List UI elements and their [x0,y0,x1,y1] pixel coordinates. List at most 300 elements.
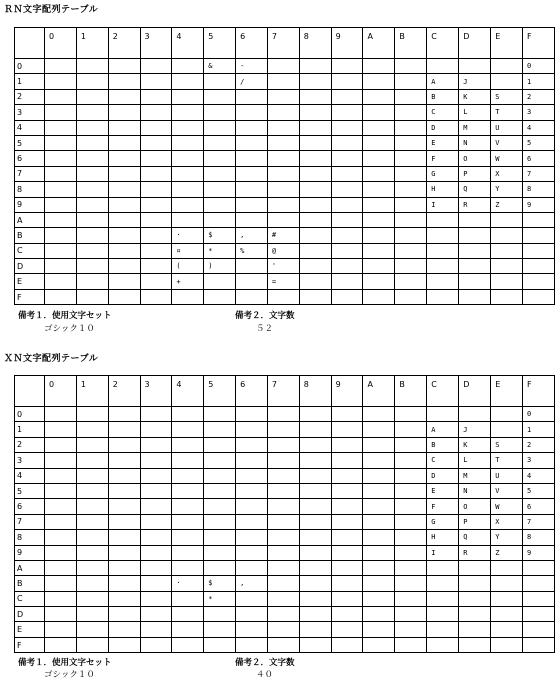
table-row [15,89,555,104]
char-cell [204,422,236,437]
column-header: D [459,376,491,407]
char-cell [76,607,108,622]
table-row [15,453,555,468]
char-cell [267,59,299,74]
row-header: 8 [15,530,45,545]
char-cell [204,545,236,560]
char-cell [395,591,427,606]
char-cell [363,151,395,166]
char-cell [491,59,523,74]
table-row [15,622,555,637]
char-cell [363,197,395,212]
column-header: 5 [204,28,236,59]
row-header: 3 [15,453,45,468]
char-cell [363,622,395,637]
char-cell [140,468,172,483]
char-cell: E [427,135,459,150]
char-cell [140,622,172,637]
char-cell [267,468,299,483]
char-cell [331,228,363,243]
char-cell [172,197,204,212]
char-cell: B [427,437,459,452]
char-cell [459,59,491,74]
char-cell: 4 [523,468,555,483]
char-cell [108,591,140,606]
char-cell [267,560,299,575]
char-cell [395,468,427,483]
char-cell [363,407,395,422]
char-cell: / [236,74,268,89]
char-cell [267,89,299,104]
table-row [15,637,555,652]
char-cell: · [172,228,204,243]
column-header: C [427,376,459,407]
char-cell: W [491,499,523,514]
char-cell [427,228,459,243]
rn-note1-value: ゴシック１０ [44,324,95,334]
row-header: 9 [15,197,45,212]
char-cell [299,243,331,258]
char-cell [491,622,523,637]
char-cell: N [459,483,491,498]
char-cell [172,289,204,304]
char-cell [395,560,427,575]
row-header: 0 [15,59,45,74]
rn-note2-label: 備考２．文字数 [235,311,295,321]
char-cell [395,74,427,89]
char-cell: V [491,135,523,150]
char-cell [108,135,140,150]
char-cell [491,607,523,622]
table-row [15,560,555,575]
char-cell [140,545,172,560]
column-header: F [523,376,555,407]
char-cell [172,151,204,166]
char-cell [45,530,77,545]
table-row [15,468,555,483]
char-cell [236,166,268,181]
char-cell [299,483,331,498]
char-cell [204,530,236,545]
char-cell: S [491,89,523,104]
char-cell: 8 [523,530,555,545]
char-cell [76,274,108,289]
char-cell [45,182,77,197]
column-header: E [491,28,523,59]
char-cell [427,576,459,591]
char-cell [172,89,204,104]
char-cell [331,212,363,227]
char-cell [108,243,140,258]
char-cell [491,637,523,652]
char-cell [523,289,555,304]
char-cell [204,289,236,304]
column-header: C [427,28,459,59]
table-row [15,259,555,274]
char-cell [45,407,77,422]
char-cell [236,182,268,197]
char-cell: I [427,545,459,560]
char-cell [172,74,204,89]
column-header: 1 [76,28,108,59]
char-cell [523,259,555,274]
char-cell [427,560,459,575]
char-cell: U [491,468,523,483]
char-cell [491,560,523,575]
char-cell [267,576,299,591]
char-cell [491,407,523,422]
char-cell [45,545,77,560]
row-header: 5 [15,135,45,150]
char-cell [172,545,204,560]
char-cell [76,560,108,575]
char-cell [267,422,299,437]
char-cell [76,576,108,591]
char-cell [299,105,331,120]
char-cell [236,514,268,529]
char-cell [172,407,204,422]
char-cell [172,483,204,498]
char-cell: · [172,576,204,591]
char-cell [140,274,172,289]
char-cell [108,530,140,545]
char-cell: G [427,514,459,529]
char-cell [76,289,108,304]
char-cell [140,197,172,212]
char-cell [204,499,236,514]
char-cell [331,259,363,274]
char-cell: V [491,483,523,498]
row-header: B [15,228,45,243]
char-cell [236,560,268,575]
char-cell [523,591,555,606]
char-cell: 0 [523,407,555,422]
table-row [15,166,555,181]
char-cell [395,422,427,437]
char-cell [172,120,204,135]
char-cell: & [204,59,236,74]
char-cell [459,560,491,575]
char-cell [267,499,299,514]
char-cell [459,637,491,652]
char-cell [204,622,236,637]
char-cell [299,212,331,227]
char-cell [299,560,331,575]
char-cell: X [491,166,523,181]
char-cell [299,259,331,274]
char-cell [395,514,427,529]
char-cell [236,274,268,289]
char-cell [299,514,331,529]
char-cell [267,622,299,637]
char-cell [267,514,299,529]
char-cell [427,607,459,622]
char-cell [236,289,268,304]
char-cell [267,483,299,498]
column-header: 0 [45,28,77,59]
char-cell [459,259,491,274]
char-cell [523,212,555,227]
char-cell [140,483,172,498]
char-cell [204,274,236,289]
char-cell [363,499,395,514]
column-header: 7 [267,376,299,407]
char-cell [140,166,172,181]
char-cell [491,576,523,591]
char-cell [363,89,395,104]
char-cell [395,182,427,197]
column-header: 9 [331,28,363,59]
char-cell [299,622,331,637]
char-cell: G [427,166,459,181]
char-cell [363,135,395,150]
char-cell: $ [204,576,236,591]
row-header: A [15,560,45,575]
char-cell: E [427,483,459,498]
char-cell [299,135,331,150]
char-cell: M [459,120,491,135]
char-cell: ¤ [172,243,204,258]
row-header: A [15,212,45,227]
char-cell: C [427,453,459,468]
char-cell [140,105,172,120]
char-cell [140,514,172,529]
char-cell [140,74,172,89]
char-cell [108,166,140,181]
char-cell [108,228,140,243]
char-cell [395,259,427,274]
row-header: 1 [15,74,45,89]
char-cell [491,289,523,304]
row-header: E [15,622,45,637]
char-cell [76,622,108,637]
char-cell [363,243,395,258]
table-row [15,530,555,545]
table-row [15,274,555,289]
char-cell [331,499,363,514]
char-cell [76,212,108,227]
row-header: 1 [15,422,45,437]
char-cell [299,637,331,652]
char-cell [140,453,172,468]
char-cell: Z [491,197,523,212]
char-cell [427,637,459,652]
char-cell [395,197,427,212]
row-header: 7 [15,514,45,529]
char-cell [76,135,108,150]
column-header: 7 [267,28,299,59]
table-row [15,422,555,437]
char-cell [459,576,491,591]
char-cell: 4 [523,120,555,135]
char-cell [299,166,331,181]
rn-character-table [14,27,555,305]
column-header: 8 [299,28,331,59]
char-cell [427,243,459,258]
column-header: 1 [76,376,108,407]
char-cell: % [236,243,268,258]
char-cell [363,607,395,622]
char-cell [299,468,331,483]
char-cell [108,514,140,529]
char-cell [45,576,77,591]
char-cell [459,591,491,606]
char-cell: 8 [523,182,555,197]
char-cell: 3 [523,453,555,468]
char-cell: @ [267,243,299,258]
char-cell: R [459,545,491,560]
char-cell: 1 [523,422,555,437]
char-cell [204,437,236,452]
char-cell [236,151,268,166]
char-cell [140,437,172,452]
char-cell [108,74,140,89]
char-cell [45,453,77,468]
char-cell [76,105,108,120]
column-header: 0 [45,376,77,407]
char-cell: X [491,514,523,529]
char-cell [76,74,108,89]
char-cell [172,453,204,468]
char-cell [76,182,108,197]
corner-cell [15,28,45,59]
char-cell [76,468,108,483]
column-header: D [459,28,491,59]
char-cell [491,259,523,274]
char-cell [395,637,427,652]
char-cell [299,437,331,452]
table-row [15,105,555,120]
char-cell [45,607,77,622]
table-row [15,437,555,452]
row-header: C [15,591,45,606]
char-cell [331,151,363,166]
char-cell: ' [267,259,299,274]
char-cell [76,422,108,437]
char-cell [76,591,108,606]
char-cell [45,637,77,652]
char-cell [45,422,77,437]
table-row [15,591,555,606]
char-cell [299,89,331,104]
char-cell [267,289,299,304]
char-cell [363,560,395,575]
char-cell [236,607,268,622]
char-cell [140,228,172,243]
char-cell [491,243,523,258]
char-cell [523,560,555,575]
xn-character-table [14,375,555,653]
char-cell [299,545,331,560]
table-row [15,483,555,498]
char-cell [523,274,555,289]
char-cell [395,59,427,74]
table-row [15,182,555,197]
char-cell [204,453,236,468]
char-cell [236,453,268,468]
header-row [15,376,555,407]
char-cell [108,560,140,575]
char-cell [140,243,172,258]
char-cell [395,89,427,104]
column-header: 4 [172,28,204,59]
char-cell [459,243,491,258]
char-cell [299,151,331,166]
char-cell: L [459,105,491,120]
char-cell [459,607,491,622]
char-cell [395,407,427,422]
char-cell [45,560,77,575]
char-cell [395,228,427,243]
char-cell [459,212,491,227]
char-cell [45,228,77,243]
row-header: 2 [15,89,45,104]
char-cell [363,591,395,606]
char-cell [140,530,172,545]
table-row [15,499,555,514]
char-cell [236,259,268,274]
char-cell [236,483,268,498]
char-cell [204,135,236,150]
char-cell [140,89,172,104]
column-header: A [363,28,395,59]
row-header: D [15,259,45,274]
char-cell: ( [172,259,204,274]
char-cell [236,637,268,652]
char-cell [523,576,555,591]
char-cell [363,182,395,197]
row-header: 8 [15,182,45,197]
char-cell [331,514,363,529]
char-cell [204,514,236,529]
char-cell [76,499,108,514]
char-cell [491,74,523,89]
char-cell [267,151,299,166]
char-cell: , [236,228,268,243]
char-cell [76,151,108,166]
char-cell: M [459,468,491,483]
char-cell [108,120,140,135]
column-header: A [363,376,395,407]
char-cell [395,530,427,545]
char-cell: O [459,151,491,166]
char-cell [204,637,236,652]
char-cell [363,59,395,74]
char-cell [45,622,77,637]
char-cell: 9 [523,197,555,212]
char-cell [267,197,299,212]
char-cell [45,166,77,181]
char-cell [331,120,363,135]
char-cell [45,89,77,104]
char-cell [491,422,523,437]
char-cell [45,212,77,227]
table-row [15,607,555,622]
char-cell [267,407,299,422]
char-cell: N [459,135,491,150]
table-row [15,74,555,89]
column-header: E [491,376,523,407]
char-cell [331,89,363,104]
char-cell [140,576,172,591]
char-cell [236,422,268,437]
column-header: 4 [172,376,204,407]
char-cell [395,274,427,289]
char-cell [395,622,427,637]
char-cell [331,545,363,560]
xn-note2-label: 備考２．文字数 [235,658,295,668]
char-cell [491,274,523,289]
